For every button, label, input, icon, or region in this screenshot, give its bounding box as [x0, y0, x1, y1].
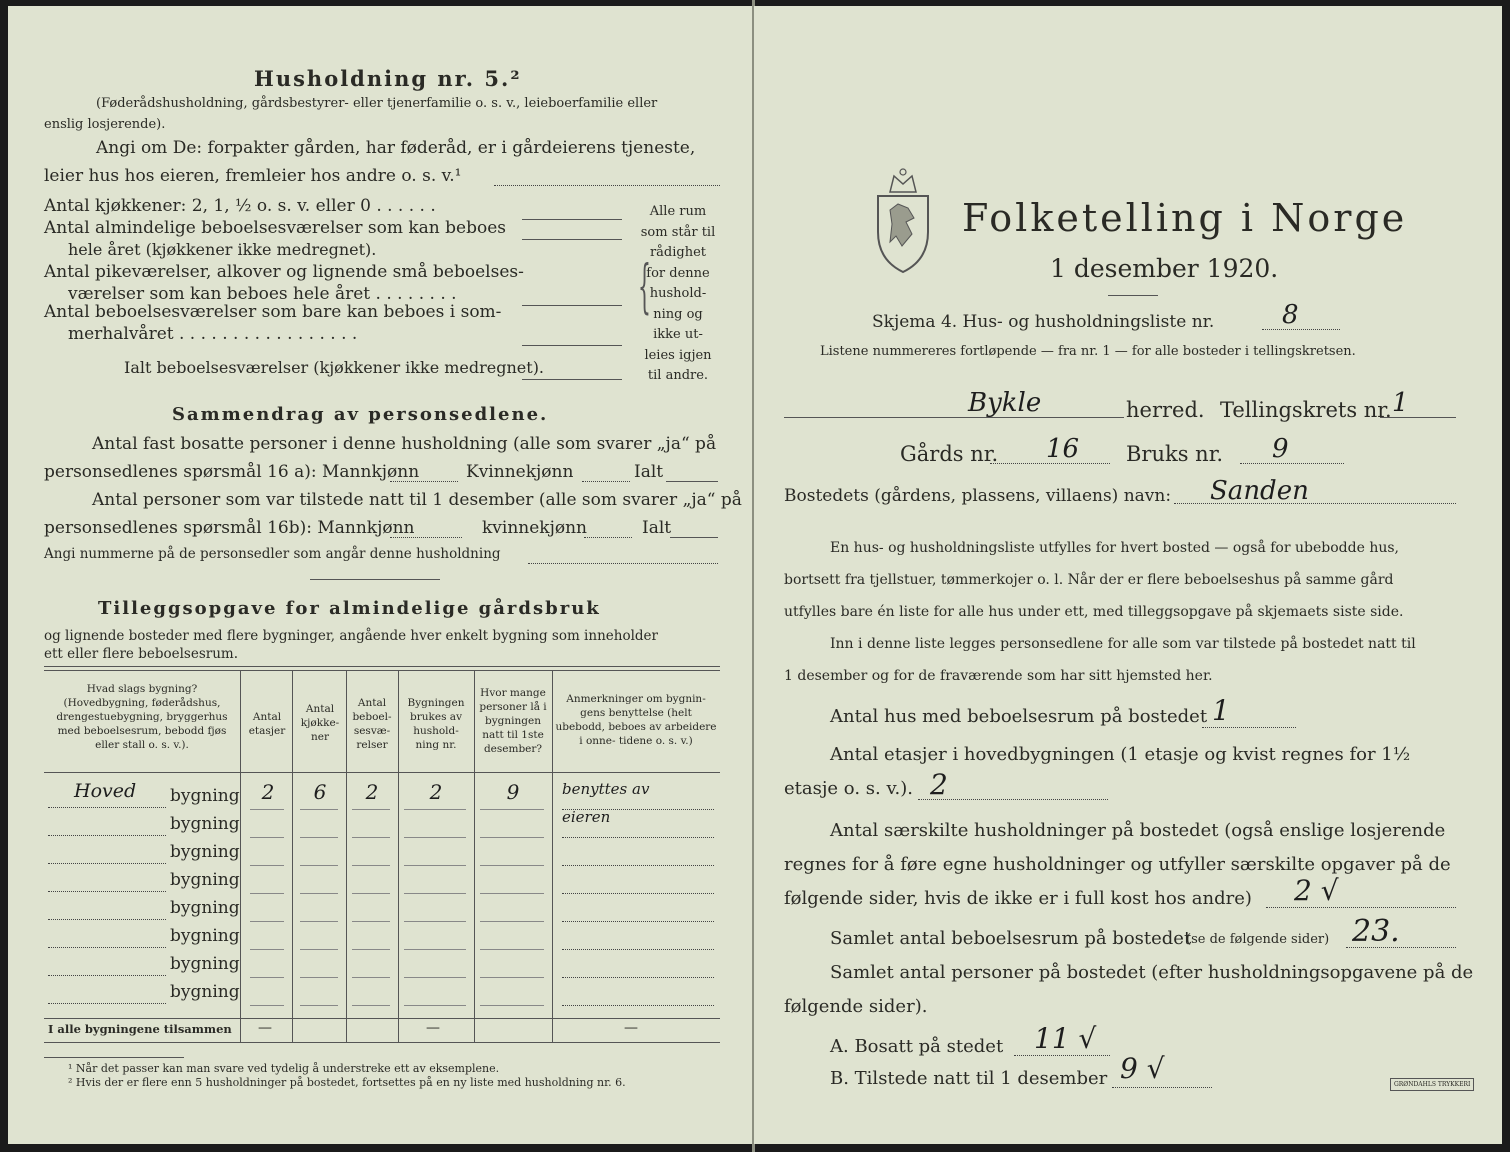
census-date: 1 desember 1920. [1050, 254, 1279, 283]
cell-underline [352, 920, 390, 922]
rooms-line [522, 378, 622, 380]
bracket-note-line: leies igjen [644, 347, 712, 363]
table-cell-vaerelser: 2 [365, 780, 379, 804]
table-column-rule [292, 670, 293, 1042]
answer-line [48, 974, 166, 976]
rooms-line [522, 344, 622, 346]
cell-underline [300, 948, 338, 950]
bracket-note [632, 202, 724, 387]
cell-underline [562, 1004, 714, 1006]
answer-line [48, 1002, 166, 1004]
table-header-rule [44, 772, 720, 773]
cell-underline [352, 864, 390, 866]
census-title: Folketelling i Norge [962, 196, 1408, 240]
rooms-line [522, 304, 622, 306]
total-dash: — [258, 1020, 272, 1036]
households-line2: regnes for å føre egne husholdninger og utfyller særskilte opgaver på de [784, 854, 1451, 875]
cell-underline [480, 948, 544, 950]
persons-line2: følgende sider). [784, 996, 928, 1017]
bracket-note-line: til andre. [647, 368, 709, 383]
houses-value: 1 [1212, 694, 1230, 727]
answer-line [670, 536, 718, 538]
footnote-1: ¹ Når det passer kan man svare ved tydelig å understreke ett av eksemplene. [68, 1062, 500, 1075]
instruction-line4: Inn i denne liste legges personsedlene for alle som var tilstede på bostedet natt til [830, 636, 1416, 652]
answer-line [390, 480, 458, 482]
cell-underline [250, 948, 284, 950]
summary-female: Kvinnekjønn [466, 462, 574, 482]
cell-underline [300, 864, 338, 866]
herred-label: herred. [1126, 398, 1205, 422]
building-suffix: bygning [170, 898, 240, 918]
building-suffix: bygning [170, 786, 240, 806]
answer-line [1112, 1086, 1212, 1088]
cell-underline [404, 976, 466, 978]
cell-underline [404, 948, 466, 950]
cell-underline [480, 836, 544, 838]
summary-line3: Antal personer som var tilstede natt til 1 desember (alle som svarer „ja“ på [92, 490, 742, 510]
table-header-remarks: Anmerkninger om bygnin- gens benyttelse (helt ubebodd, beboes av arbeidere i onne- tidene o. s. v.) [555, 693, 717, 747]
left-page [8, 6, 752, 1144]
total-dash: — [624, 1020, 638, 1036]
rooms-summer-1: Antal beboelsesværelser som bare kan beboes i som- [44, 302, 502, 322]
floors-line2: etasje o. s. v.). [784, 778, 913, 799]
answer-line [1262, 328, 1340, 330]
instruction-line3: utfylles bare én liste for alle hus under ett, med tilleggsopgave på skjemaets siste side. [784, 604, 1404, 620]
printer-stamp: GRØNDAHLS TRYKKERI [1390, 1078, 1474, 1091]
table-header-rooms: Antal beboel- sesvæ- relser [352, 697, 392, 751]
building-suffix: bygning [170, 982, 240, 1002]
bracket-note-line: Alle rum [649, 204, 707, 219]
bracket-note-line: ning og [653, 306, 703, 322]
answer-line [990, 462, 1110, 464]
cell-underline [404, 1004, 466, 1006]
table-bottom-rule [44, 1042, 720, 1043]
bosted-label: Bostedets (gårdens, plassens, villaens) navn: [784, 486, 1172, 506]
footnote-rule [44, 1056, 184, 1058]
households-value: 2 √ [1294, 874, 1339, 907]
cell-underline [250, 808, 284, 810]
present-label: B. Tilstede natt til 1 desember [830, 1068, 1108, 1089]
cell-underline [562, 920, 714, 922]
rooms-total: Ialt beboelsesværelser (kjøkkener ikke medregnet). [124, 358, 545, 377]
answer-line [48, 834, 166, 836]
answer-line [1202, 726, 1296, 728]
table-header-kitchens: Antal kjøkke- ner [300, 703, 340, 743]
bruks-value: 9 [1272, 434, 1289, 464]
cell-underline [562, 976, 714, 978]
rooms-small-2: værelser som kan beboes hele året . . . . . . . . [68, 284, 457, 304]
summary-line2: personsedlenes spørsmål 16 a): Mannkjønn [44, 462, 420, 482]
table-header-persons: Hvor mange personer lå i bygningen natt til 1ste desember? [479, 687, 547, 755]
table-column-rule [398, 670, 399, 1042]
gards-label: Gårds nr. [900, 442, 999, 466]
houses-label: Antal hus med beboelsesrum på bostedet [830, 706, 1208, 727]
table-cell-kjokken: 6 [313, 780, 327, 804]
persons-line1: Samlet antal personer på bostedet (efter husholdningsopgavene på de [830, 962, 1474, 983]
answer-line [1346, 946, 1456, 948]
occupancy-question-line1: Angi om De: forpakter gården, har føderåd, er i gårdeierens tjeneste, [96, 138, 696, 158]
rooms-kitchens: Antal kjøkkener: 2, 1, ½ o. s. v. eller 0 . . . . . . [44, 196, 436, 216]
numbering-note: Listene nummereres fortløpende — fra nr. 1 — for alle bosteder i tellingskretsen. [820, 344, 1356, 359]
building-suffix: bygning [170, 870, 240, 890]
rooms-line [522, 238, 622, 240]
cell-underline [562, 836, 714, 838]
total-dash: — [426, 1020, 440, 1036]
floors-value: 2 [930, 768, 948, 801]
bosted-value: Sanden [1210, 476, 1309, 506]
cell-underline [404, 892, 466, 894]
table-column-rule [240, 670, 241, 1042]
rooms-summer-2: merhalvåret . . . . . . . . . . . . . . . . . [68, 324, 358, 344]
rooms-line [522, 218, 622, 220]
cell-underline [352, 1004, 390, 1006]
answer-line [528, 562, 718, 564]
rooms-ordinary-2: hele året (kjøkkener ikke medregnet). [68, 240, 377, 259]
summary-title: Sammendrag av personsedlene. [172, 404, 549, 425]
cell-underline [250, 892, 284, 894]
cell-underline [250, 836, 284, 838]
cell-underline [404, 864, 466, 866]
schema-label: Skjema 4. Hus- og husholdningsliste nr. [872, 312, 1215, 332]
rooms-value: 23. [1352, 914, 1400, 949]
table-header-household: Bygningen brukes av hushold- ning nr. [407, 697, 465, 751]
building-type: Hoved [74, 780, 137, 802]
summary-line5: Angi nummerne på de personsedler som angår denne husholdning [44, 546, 501, 562]
rooms-ordinary-1: Antal almindelige beboelsesværelser som kan beboes [44, 218, 506, 238]
rooms-label: Samlet antal beboelsesrum på bostedet [830, 928, 1192, 949]
schema-value: 8 [1282, 300, 1299, 330]
table-cell-husholdning: 2 [429, 780, 443, 804]
table-total-rule [44, 1018, 720, 1019]
extra-title: Tilleggsopgave for almindelige gårdsbruk [98, 598, 601, 619]
answer-line [584, 536, 632, 538]
building-suffix: bygning [170, 842, 240, 862]
table-column-rule [552, 670, 553, 1042]
cell-underline [352, 976, 390, 978]
answer-line [1174, 502, 1456, 504]
table-column-rule [474, 670, 475, 1042]
summary-female-2: kvinnekjønn [482, 518, 588, 538]
right-page [754, 6, 1502, 1144]
rooms-note: (se de følgende sider) [1186, 932, 1330, 947]
households-line1: Antal særskilte husholdninger på bostedet (også enslige losjerende [830, 820, 1446, 841]
table-cell-etasjer: 2 [261, 780, 275, 804]
occupancy-answer-line [494, 184, 720, 186]
cell-underline [480, 976, 544, 978]
households-line3: følgende sider, hvis de ikke er i full kost hos andre) [784, 888, 1252, 909]
bracket-note-line: som står til [640, 224, 716, 240]
cell-underline [480, 892, 544, 894]
brace-icon: { [637, 252, 651, 320]
answer-line [784, 416, 1124, 418]
answer-line [582, 480, 630, 482]
cell-underline [300, 892, 338, 894]
cell-underline [480, 1004, 544, 1006]
separator-line [310, 578, 440, 580]
rooms-small-1: Antal pikeværelser, alkover og lignende små beboelses- [44, 262, 524, 282]
answer-line [390, 536, 462, 538]
answer-line [1266, 906, 1456, 908]
cell-underline [250, 976, 284, 978]
household-intro-line2: enslig losjerende). [44, 117, 166, 132]
cell-underline [480, 808, 544, 810]
household-title: Husholdning nr. 5.² [254, 66, 522, 91]
building-suffix: bygning [170, 814, 240, 834]
cell-underline [250, 920, 284, 922]
krets-value: 1 [1392, 388, 1409, 418]
cell-underline [404, 836, 466, 838]
table-header-floors: Antal etasjer [248, 711, 286, 737]
bracket-note-line: for denne [646, 265, 710, 281]
cell-underline [300, 920, 338, 922]
extra-line2: ett eller flere beboelsesrum. [44, 646, 239, 662]
krets-label: Tellingskrets nr. [1220, 398, 1392, 422]
cell-underline [300, 808, 338, 810]
instruction-line5: 1 desember og for de fraværende som har sitt hjemsted her. [784, 668, 1213, 684]
cell-underline [404, 920, 466, 922]
cell-underline [562, 864, 714, 866]
answer-line [48, 806, 166, 808]
bruks-label: Bruks nr. [1126, 442, 1224, 466]
resident-label: A. Bosatt på stedet [830, 1036, 1004, 1057]
cell-underline [404, 808, 466, 810]
cell-underline [562, 892, 714, 894]
table-cell-personer: 9 [506, 780, 520, 804]
cell-underline [562, 948, 714, 950]
cell-underline [300, 1004, 338, 1006]
table-total-label: I alle bygningene tilsammen [48, 1022, 232, 1036]
building-suffix: bygning [170, 954, 240, 974]
instruction-line2: bortsett fra tjellstuer, tømmerkojer o. l. Når der er flere beboelseshus på samme gård [784, 572, 1394, 588]
table-top-rule [44, 670, 720, 671]
summary-total-2: Ialt [642, 518, 672, 538]
table-column-rule [346, 670, 347, 1042]
footnote-2: ² Hvis der er flere enn 5 husholdninger på bostedet, fortsettes på en ny liste med husholdning nr. 6. [68, 1076, 626, 1089]
cell-underline [250, 864, 284, 866]
bracket-note-line: rådighet [649, 245, 707, 260]
table-top-rule [44, 666, 720, 667]
answer-line [48, 862, 166, 864]
title-rule [1108, 294, 1158, 296]
table-cell-anm: eieren [562, 808, 611, 826]
gards-value: 16 [1046, 434, 1080, 464]
coat-of-arms-icon [868, 162, 938, 274]
occupancy-question-line2: leier hus hos eieren, fremleier hos andre o. s. v.¹ [44, 166, 462, 186]
answer-line [48, 918, 166, 920]
cell-underline [352, 892, 390, 894]
present-value: 9 √ [1120, 1052, 1165, 1085]
cell-underline [300, 976, 338, 978]
household-intro-line1: (Føderådshusholdning, gårdsbestyrer- eller tjenerfamilie o. s. v., leieboerfamilie eller [96, 96, 658, 111]
answer-line [48, 890, 166, 892]
summary-line4: personsedlenes spørsmål 16b): Mannkjønn [44, 518, 415, 538]
building-suffix: bygning [170, 926, 240, 946]
answer-line [1240, 462, 1344, 464]
floors-line1: Antal etasjer i hovedbygningen (1 etasje og kvist regnes for 1½ [830, 744, 1411, 765]
cell-underline [300, 836, 338, 838]
instruction-line1: En hus- og husholdningsliste utfylles for hvert bosted — også for ubebodde hus, [830, 540, 1399, 556]
bracket-note-line: ikke ut- [653, 327, 703, 342]
extra-line1: og lignende bosteder med flere bygninger, angående hver enkelt bygning som inneholder [44, 628, 658, 644]
resident-value: 11 √ [1034, 1022, 1097, 1055]
answer-line [1014, 1054, 1110, 1056]
cell-underline [480, 920, 544, 922]
summary-total: Ialt [634, 462, 664, 482]
summary-line1: Antal fast bosatte personer i denne husholdning (alle som svarer „ja“ på [92, 434, 717, 454]
answer-line [666, 480, 718, 482]
table-cell-anm: benyttes av [562, 780, 650, 798]
answer-line [918, 798, 1108, 800]
answer-line [1380, 416, 1456, 418]
cell-underline [250, 1004, 284, 1006]
table-header-type: Hvad slags bygning? (Hovedbygning, føderådshus, drengestuebygning, bryggerhus med beboelsesrum, bebodd fjøs eller stall o. s. v.). [56, 683, 228, 751]
cell-underline [352, 948, 390, 950]
cell-underline [352, 808, 390, 810]
answer-line [48, 946, 166, 948]
cell-underline [352, 836, 390, 838]
bracket-note-line: hushold- [649, 286, 707, 301]
cell-underline [480, 864, 544, 866]
herred-value: Bykle [968, 388, 1042, 418]
